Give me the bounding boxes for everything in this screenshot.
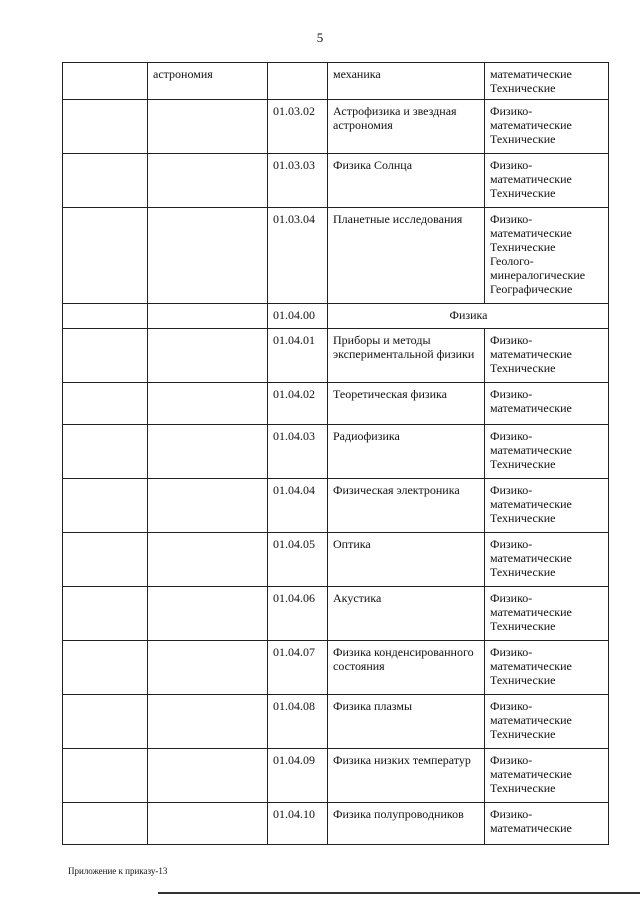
specialty-name-cell: Астрофизика и звездная астрономия: [328, 100, 485, 154]
page-number: 5: [316, 30, 324, 45]
science-fields-cell: [485, 154, 609, 208]
specialty-name-cell: Физика низких температур: [328, 749, 485, 803]
science-fields-cell: [485, 533, 609, 587]
science-fields-cell: [485, 383, 609, 425]
table-row: [63, 425, 609, 479]
section-title-cell: Физика: [328, 304, 609, 329]
science-fields-cell: [485, 479, 609, 533]
science-field: Физико-: [490, 591, 533, 605]
science-field: математические: [490, 226, 572, 240]
science-field: Физико-: [490, 483, 533, 497]
table-row: [63, 533, 609, 587]
subgroup-cell: [148, 587, 268, 641]
specialty-name-cell: Физика полупроводников: [328, 803, 485, 845]
science-fields-cell: [485, 749, 609, 803]
group-cell: [63, 803, 148, 845]
science-field: Технические: [490, 781, 556, 795]
table-row: [63, 329, 609, 383]
science-field: минералогические: [490, 268, 586, 282]
subgroup-cell: [148, 425, 268, 479]
group-cell: [63, 304, 148, 329]
specialty-name-cell: Планетные исследования: [328, 208, 485, 304]
table-row: [63, 208, 609, 304]
group-cell: [63, 479, 148, 533]
science-field: математические: [490, 713, 572, 727]
code-cell: 01.04.05: [268, 533, 328, 587]
table-row: [63, 383, 609, 425]
section-row: [63, 304, 609, 329]
subgroup-cell: [148, 208, 268, 304]
science-field: Физико-: [490, 537, 533, 551]
table-row: [63, 749, 609, 803]
code-cell: 01.03.03: [268, 154, 328, 208]
science-fields-cell: [485, 587, 609, 641]
science-field: математические: [490, 605, 572, 619]
group-cell: [63, 208, 148, 304]
science-field: математические: [490, 401, 572, 415]
subgroup-cell: астрономия: [148, 63, 268, 100]
science-field: математические: [490, 497, 572, 511]
group-cell: [63, 329, 148, 383]
subgroup-cell: [148, 329, 268, 383]
science-field: Физико-: [490, 807, 533, 821]
code-cell: 01.04.00: [268, 304, 328, 329]
code-cell: 01.04.06: [268, 587, 328, 641]
science-field: математические: [490, 347, 572, 361]
subgroup-cell: [148, 154, 268, 208]
code-cell: 01.04.02: [268, 383, 328, 425]
code-cell: 01.04.01: [268, 329, 328, 383]
science-field: математические: [490, 821, 572, 835]
science-field: Физико-: [490, 158, 533, 172]
subgroup-cell: [148, 749, 268, 803]
specialty-name-cell: Теоретическая физика: [328, 383, 485, 425]
footer-note: Приложение к приказу-13: [68, 866, 168, 876]
code-cell: 01.04.03: [268, 425, 328, 479]
science-field: Технические: [490, 727, 556, 741]
science-fields-cell: [485, 425, 609, 479]
subgroup-cell: [148, 695, 268, 749]
subgroup-cell: [148, 641, 268, 695]
code-cell: 01.04.09: [268, 749, 328, 803]
specialties-table: [62, 62, 609, 845]
table-row: [63, 803, 609, 845]
science-field: Физико-: [490, 753, 533, 767]
group-cell: [63, 383, 148, 425]
table-row: [63, 479, 609, 533]
specialty-name-cell: Акустика: [328, 587, 485, 641]
specialty-name-cell: Физика конденсированного состояния: [328, 641, 485, 695]
code-cell: 01.04.10: [268, 803, 328, 845]
science-field: Физико-: [490, 429, 533, 443]
group-cell: [63, 154, 148, 208]
specialty-name-cell: Физика плазмы: [328, 695, 485, 749]
science-field: Физико-: [490, 699, 533, 713]
code-cell: 01.04.04: [268, 479, 328, 533]
science-field: Технические: [490, 565, 556, 579]
code-cell: [268, 63, 328, 100]
science-field: математические: [490, 659, 572, 673]
table-row: [63, 641, 609, 695]
science-field: математические: [490, 443, 572, 457]
science-field: Технические: [490, 81, 556, 95]
code-cell: 01.04.08: [268, 695, 328, 749]
science-field: математические: [490, 67, 572, 81]
table-row: [63, 154, 609, 208]
subgroup-cell: [148, 383, 268, 425]
science-field: Географические: [490, 282, 573, 296]
science-fields-cell: [485, 641, 609, 695]
subgroup-cell: [148, 803, 268, 845]
group-cell: [63, 641, 148, 695]
subgroup-cell: [148, 533, 268, 587]
specialty-name-cell: Радиофизика: [328, 425, 485, 479]
specialty-name-cell: Приборы и методы экспериментальной физики: [328, 329, 485, 383]
science-field: Технические: [490, 186, 556, 200]
science-field: Технические: [490, 673, 556, 687]
science-field: математические: [490, 767, 572, 781]
group-cell: [63, 587, 148, 641]
group-cell: [63, 100, 148, 154]
science-fields-cell: [485, 329, 609, 383]
science-field: Физико-: [490, 104, 533, 118]
group-cell: [63, 425, 148, 479]
group-cell: [63, 63, 148, 100]
group-cell: [63, 695, 148, 749]
science-fields-cell: [485, 63, 609, 100]
science-fields-cell: [485, 100, 609, 154]
science-field: Технические: [490, 511, 556, 525]
specialty-name-cell: Физическая электроника: [328, 479, 485, 533]
table-row: [63, 100, 609, 154]
science-field: Технические: [490, 457, 556, 471]
table-row: [63, 587, 609, 641]
subgroup-cell: [148, 304, 268, 329]
science-field: Технические: [490, 132, 556, 146]
science-field: Технические: [490, 361, 556, 375]
table-row: [63, 63, 609, 100]
science-field: Технические: [490, 240, 556, 254]
code-cell: 01.03.02: [268, 100, 328, 154]
group-cell: [63, 533, 148, 587]
code-cell: 01.04.07: [268, 641, 328, 695]
subgroup-cell: [148, 479, 268, 533]
science-fields-cell: [485, 208, 609, 304]
science-field: математические: [490, 551, 572, 565]
science-field: Физико-: [490, 387, 533, 401]
code-cell: 01.03.04: [268, 208, 328, 304]
table-row: [63, 695, 609, 749]
science-field: математические: [490, 172, 572, 186]
science-field: Физико-: [490, 212, 533, 226]
scan-edge-line: [158, 892, 640, 894]
subgroup-cell: [148, 100, 268, 154]
science-field: Физико-: [490, 333, 533, 347]
science-field: Геолого-: [490, 254, 534, 268]
specialty-name-cell: Физика Солнца: [328, 154, 485, 208]
science-field: математические: [490, 118, 572, 132]
science-field: Физико-: [490, 645, 533, 659]
science-fields-cell: [485, 695, 609, 749]
science-fields-cell: [485, 803, 609, 845]
group-cell: [63, 749, 148, 803]
specialty-name-cell: Оптика: [328, 533, 485, 587]
specialty-name-cell: механика: [328, 63, 485, 100]
science-field: Технические: [490, 619, 556, 633]
